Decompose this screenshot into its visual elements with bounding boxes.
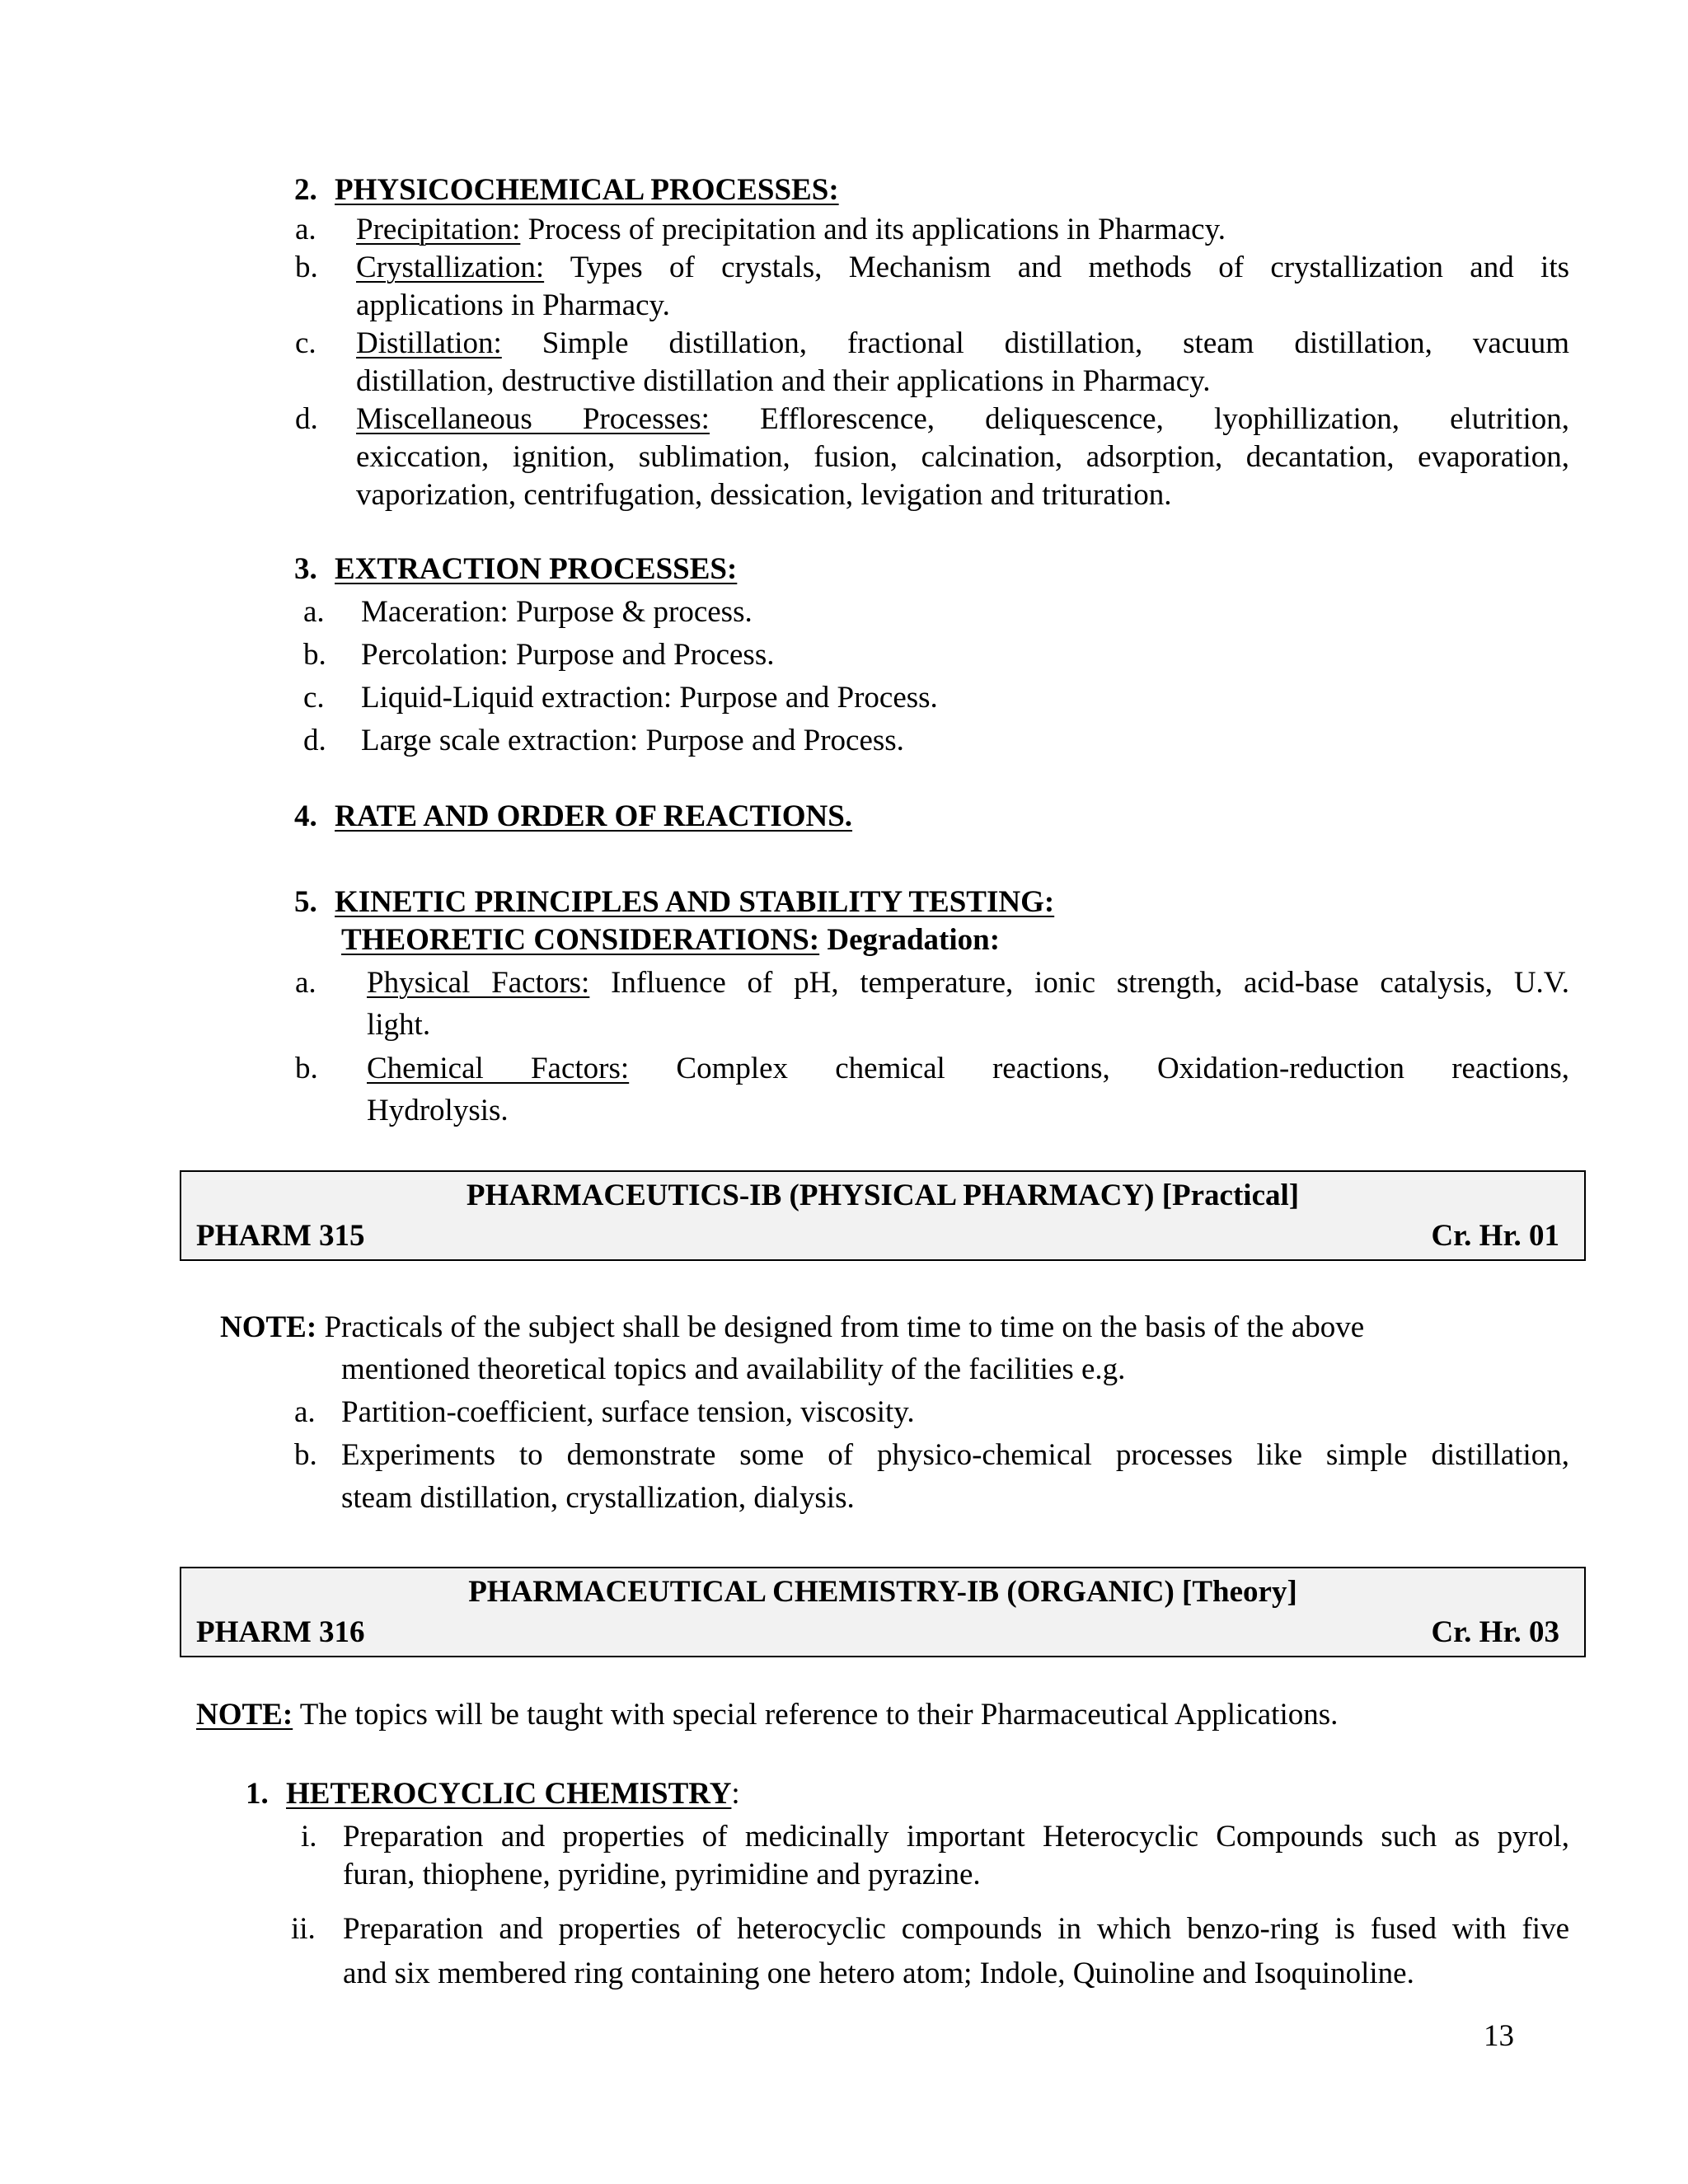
note-continuation: mentioned theoretical topics and availability of the facilities e.g.	[341, 1352, 1126, 1386]
heading-colon: :	[731, 1777, 740, 1811]
list-item	[356, 401, 1569, 438]
subheading-underlined: THEORETIC CONSIDERATIONS:	[341, 923, 820, 957]
section-3-heading	[294, 551, 737, 588]
list-letter: a.	[294, 1395, 316, 1429]
item-term: Physical Factors:	[367, 966, 590, 1000]
list-letter: d.	[303, 724, 326, 757]
list-item	[367, 1050, 1569, 1088]
course-header-box	[180, 1567, 1586, 1657]
list-numeral: ii.	[291, 1912, 316, 1946]
list-item	[356, 325, 1569, 363]
note-text: Practicals of the subject shall be designed from time to time on the basis of the above	[316, 1310, 1365, 1344]
list-item: Preparation and properties of medicinally important Heterocyclic Compounds such as pyrol,	[343, 1820, 1569, 1854]
page-number: 13	[1484, 2019, 1514, 2053]
item-continuation: steam distillation, crystallization, dialysis.	[341, 1481, 855, 1515]
list-item: Preparation and properties of heterocyclic compounds in which benzo-ring is fused with five	[343, 1912, 1569, 1946]
item-continuation: Hydrolysis.	[367, 1094, 509, 1127]
item-term: Distillation:	[356, 326, 502, 360]
list-item: Percolation: Purpose and Process.	[361, 638, 775, 672]
item-text: Process of precipitation and its applications in Pharmacy.	[520, 213, 1226, 246]
item-term: Crystallization:	[356, 251, 545, 284]
course-code: PHARM 315	[196, 1219, 365, 1253]
list-letter: a.	[295, 213, 316, 246]
item-text: Complex chemical reactions, Oxidation-reduction reactions,	[629, 1052, 1569, 1085]
section-number: 4.	[294, 799, 317, 833]
section-number: 2.	[294, 173, 317, 207]
course-title: PHARMACEUTICS-IB (PHYSICAL PHARMACY) [Practical]	[466, 1179, 1300, 1212]
heterocyclic-heading	[246, 1775, 740, 1813]
list-item: Partition-coefficient, surface tension, viscosity.	[341, 1395, 915, 1429]
note	[196, 1696, 1338, 1734]
list-item	[356, 211, 1226, 249]
note-label: NOTE:	[196, 1698, 293, 1732]
item-continuation: distillation, destructive distillation and their applications in Pharmacy.	[356, 364, 1211, 398]
note-text: The topics will be taught with special reference to their Pharmaceutical Applications.	[293, 1698, 1339, 1732]
section-4-heading	[294, 798, 852, 836]
credit-hours: Cr. Hr. 03	[1431, 1615, 1559, 1649]
list-letter: d.	[295, 402, 318, 436]
list-item	[367, 964, 1569, 1002]
item-continuation: exiccation, ignition, sublimation, fusion, calcination, adsorption, decantation, evaporation,	[356, 440, 1569, 474]
section-title: KINETIC PRINCIPLES AND STABILITY TESTING:	[335, 885, 1055, 919]
list-letter: c.	[303, 681, 325, 715]
item-continuation: light.	[367, 1008, 431, 1042]
note	[220, 1309, 1364, 1347]
list-item	[356, 249, 1569, 287]
list-letter: b.	[303, 638, 326, 672]
item-term: Miscellaneous Processes:	[356, 402, 710, 436]
item-continuation: vaporization, centrifugation, dessication, levigation and trituration.	[356, 478, 1172, 512]
item-text: Simple distillation, fractional distillation, steam distillation, vacuum	[501, 326, 1569, 360]
item-term: Precipitation:	[356, 213, 521, 246]
list-letter: b.	[294, 1438, 317, 1472]
credit-hours: Cr. Hr. 01	[1431, 1219, 1559, 1253]
course-code: PHARM 316	[196, 1615, 365, 1649]
note-label: NOTE:	[220, 1310, 317, 1344]
course-title: PHARMACEUTICAL CHEMISTRY-IB (ORGANIC) [Theory]	[468, 1575, 1297, 1609]
list-letter: b.	[295, 1052, 318, 1085]
item-text: Influence of pH, temperature, ionic strength, acid-base catalysis, U.V.	[589, 966, 1569, 1000]
item-text: Types of crystals, Mechanism and methods of crystallization and its	[544, 251, 1569, 284]
section-number: 3.	[294, 552, 317, 586]
item-term: Chemical Factors:	[367, 1052, 630, 1085]
item-continuation: furan, thiophene, pyridine, pyrimidine and pyrazine.	[343, 1858, 981, 1891]
list-letter: c.	[295, 326, 316, 360]
section-title: RATE AND ORDER OF REACTIONS.	[335, 799, 853, 833]
section-2-heading	[294, 171, 839, 209]
list-letter: a.	[303, 595, 325, 629]
list-item: Maceration: Purpose & process.	[361, 595, 753, 629]
item-text: Efflorescence, deliquescence, lyophillization, elutrition,	[709, 402, 1569, 436]
section-5-subheading	[341, 921, 1000, 959]
section-title: PHYSICOCHEMICAL PROCESSES:	[335, 173, 839, 207]
list-letter: a.	[295, 966, 316, 1000]
item-continuation: applications in Pharmacy.	[356, 288, 670, 322]
list-letter: b.	[295, 251, 318, 284]
list-item: Large scale extraction: Purpose and Process.	[361, 724, 904, 757]
course-header-box	[180, 1170, 1586, 1261]
list-item: Experiments to demonstrate some of physico-chemical processes like simple distillation,	[341, 1438, 1569, 1472]
section-title: HETEROCYCLIC CHEMISTRY	[286, 1777, 732, 1811]
subheading-tail: Degradation:	[819, 923, 1001, 957]
section-5-heading	[294, 883, 1054, 921]
item-continuation: and six membered ring containing one hetero atom; Indole, Quinoline and Isoquinoline.	[343, 1957, 1414, 1990]
section-number: 1.	[246, 1777, 269, 1811]
list-item: Liquid-Liquid extraction: Purpose and Process.	[361, 681, 938, 715]
list-numeral: i.	[301, 1820, 317, 1854]
section-title: EXTRACTION PROCESSES:	[335, 552, 738, 586]
section-number: 5.	[294, 885, 317, 919]
